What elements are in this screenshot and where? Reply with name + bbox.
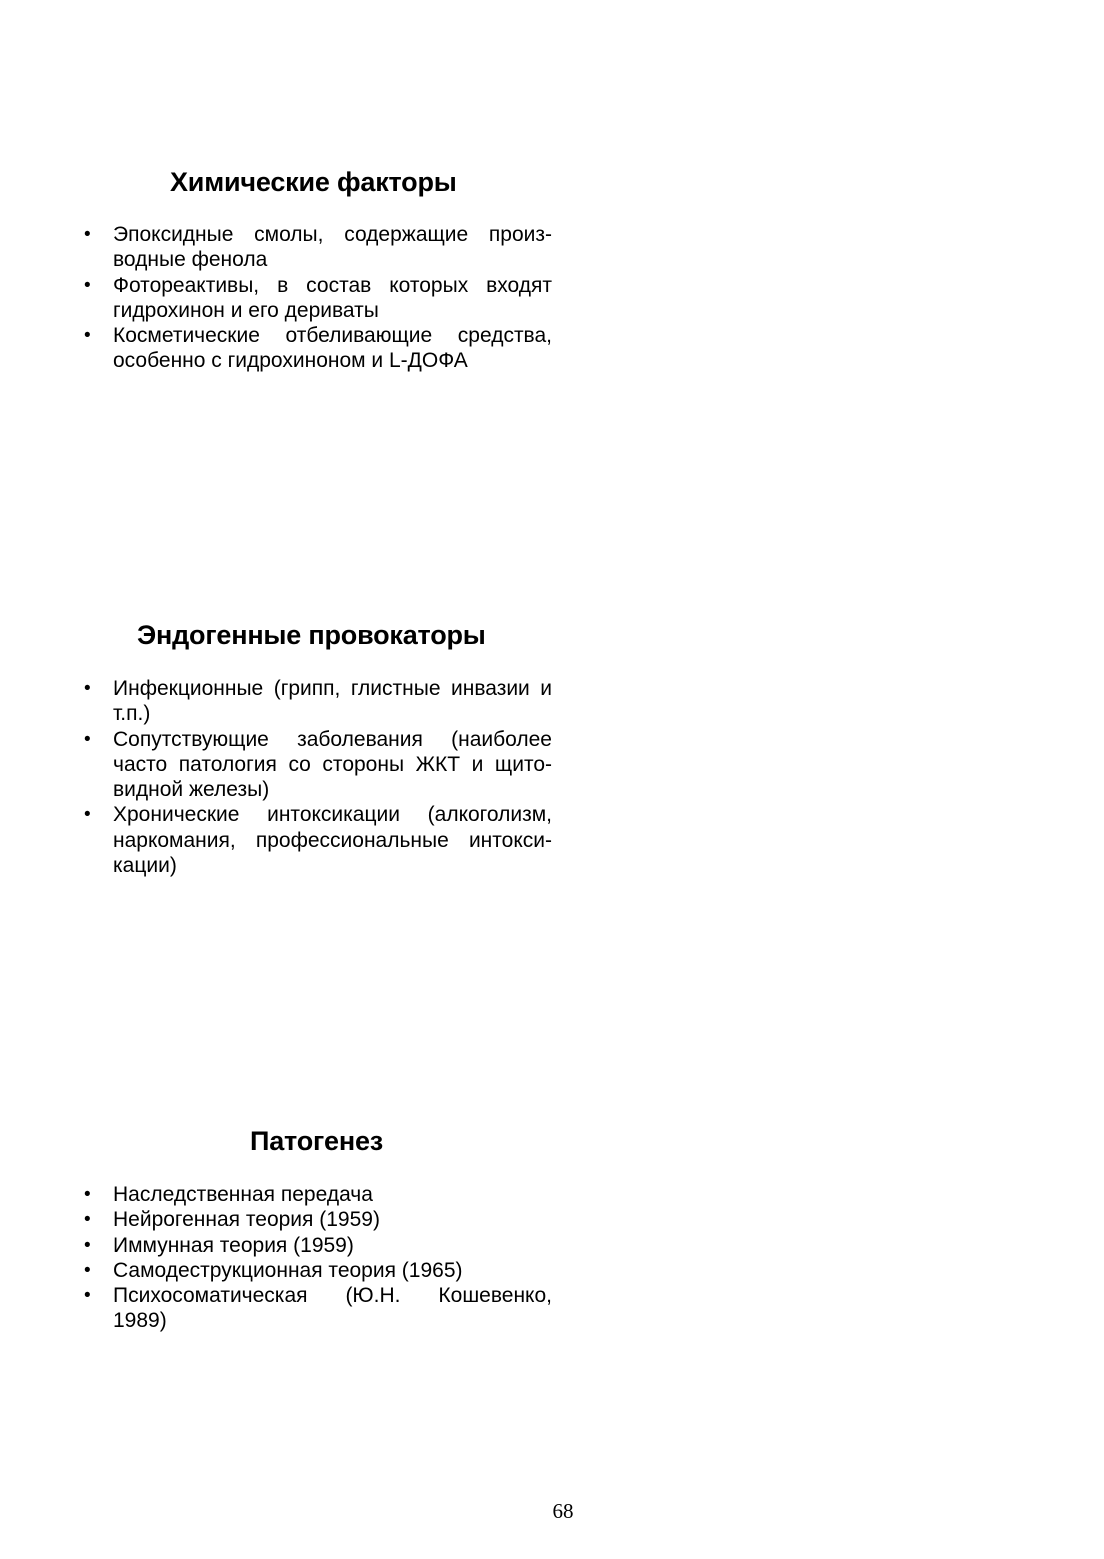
list-item — [82, 323, 552, 374]
list-item — [82, 1207, 552, 1232]
list-item — [82, 273, 552, 324]
list-item-line: особенно с гидрохиноном и L-ДОФА — [113, 349, 468, 373]
bullet-list — [82, 222, 552, 374]
bullet-icon: • — [84, 274, 91, 296]
list-item — [82, 1182, 552, 1207]
list-item-line: Иммунная теория (1959) — [113, 1233, 354, 1257]
list-item-line: Хронические интоксикации (алкоголизм, — [113, 803, 552, 827]
bullet-icon: • — [84, 1209, 91, 1231]
list-item-line: водные фенола — [113, 248, 268, 272]
section-heading: Химические факторы — [170, 167, 457, 197]
list-item — [82, 727, 552, 803]
list-item-line: Косметические отбеливающие средства, — [113, 324, 552, 348]
bullet-icon: • — [84, 1184, 91, 1205]
section-heading: Эндогенные провокаторы — [137, 620, 486, 650]
bullet-icon: • — [84, 325, 91, 347]
page-number: 68 — [552, 1499, 574, 1523]
bullet-icon: • — [84, 804, 91, 826]
list-item-line: Фотореактивы, в состав которых входят — [113, 273, 552, 297]
list-item — [82, 676, 552, 727]
bullet-icon: • — [84, 1259, 91, 1281]
bullet-list — [82, 676, 552, 878]
bullet-icon: • — [84, 728, 91, 750]
list-item — [82, 1258, 552, 1283]
list-item-line: гидрохинон и его дериваты — [113, 298, 379, 322]
bullet-list — [82, 1182, 552, 1334]
section-heading: Патогенез — [250, 1126, 383, 1156]
list-item-line: видной железы) — [113, 778, 270, 802]
list-item-line: т.п.) — [113, 702, 151, 726]
list-item — [82, 802, 552, 878]
bullet-icon: • — [84, 678, 91, 699]
list-item-line: Наследственная передача — [113, 1183, 373, 1206]
list-item-line: Психосоматическая (Ю.Н. Кошевенко, — [113, 1284, 552, 1308]
list-item — [82, 1283, 552, 1334]
list-item — [82, 1233, 552, 1258]
bullet-icon: • — [84, 1234, 91, 1256]
list-item-line: наркомания, профессиональные интокси- — [113, 828, 552, 852]
list-item-line: часто патология со стороны ЖКТ и щито- — [113, 752, 552, 776]
list-item-line: кации) — [113, 854, 177, 878]
list-item — [82, 222, 552, 273]
bullet-icon: • — [84, 1285, 91, 1307]
list-item-line: 1989) — [113, 1309, 167, 1333]
list-item-line: Нейрогенная теория (1959) — [113, 1208, 380, 1232]
bullet-icon: • — [84, 224, 91, 245]
list-item-line: Самодеструкционная теория (1965) — [113, 1258, 463, 1282]
list-item-line: Эпоксидные смолы, содержащие произ- — [113, 223, 552, 246]
list-item-line: Инфекционные (грипп, глистные инвазии и — [113, 677, 552, 700]
list-item-line: Сопутствующие заболевания (наиболее — [113, 727, 552, 751]
